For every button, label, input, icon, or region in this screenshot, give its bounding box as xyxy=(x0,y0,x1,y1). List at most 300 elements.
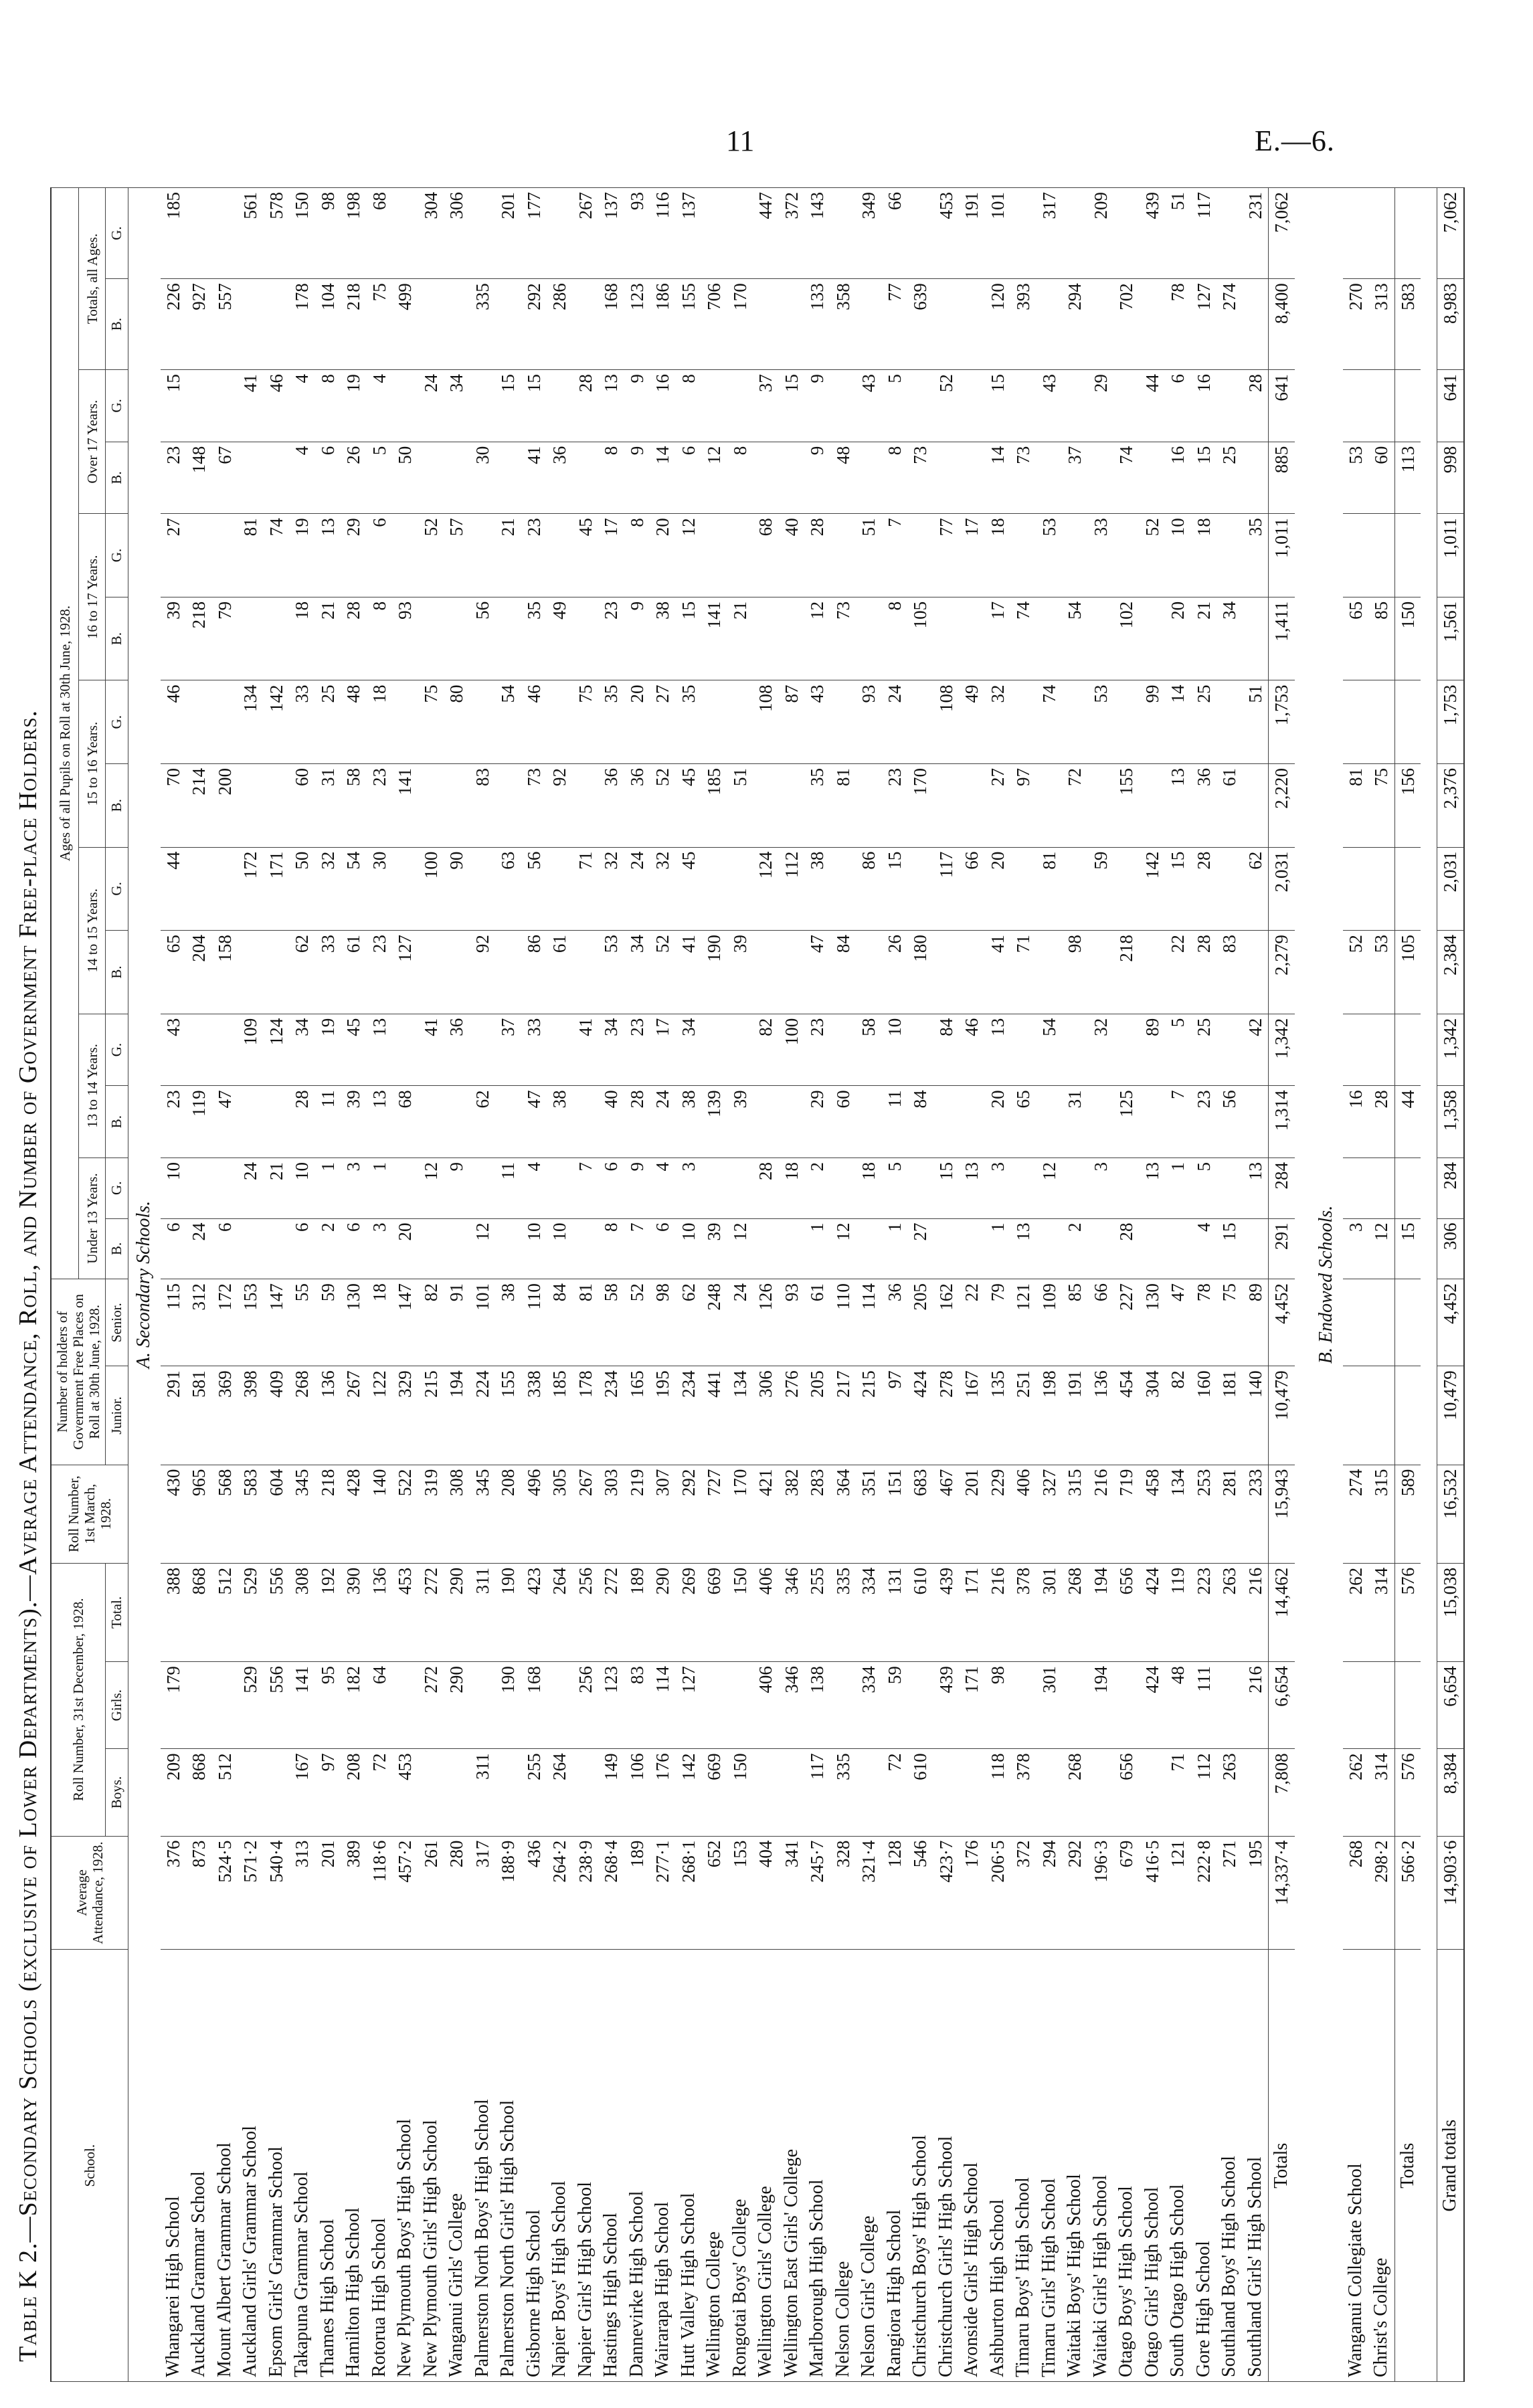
value-cell: 160 xyxy=(1191,1366,1217,1465)
value-cell: 24 xyxy=(727,1279,753,1366)
value-cell: 22 xyxy=(1165,931,1191,1014)
value-cell: 66 xyxy=(959,847,985,931)
value-cell xyxy=(547,188,573,279)
value-cell: 2,279 xyxy=(1269,931,1295,1014)
value-cell: 155 xyxy=(495,1366,521,1465)
table-row xyxy=(212,188,238,2382)
value-cell: 150 xyxy=(727,1563,753,1661)
value-cell: 885 xyxy=(1269,442,1295,514)
value-cell xyxy=(547,370,573,442)
value-cell: 65 xyxy=(1010,1086,1036,1158)
value-cell xyxy=(1165,1218,1191,1279)
value-cell: 372 xyxy=(779,188,805,279)
value-cell: 117 xyxy=(804,1749,830,1836)
value-cell: 35 xyxy=(676,680,702,764)
value-cell: 10 xyxy=(547,1218,573,1279)
value-cell xyxy=(907,370,933,442)
value-cell: 7,062 xyxy=(1437,188,1464,279)
value-cell xyxy=(495,1749,521,1836)
value-cell: 51 xyxy=(1165,188,1191,279)
section-heading: A. Secondary Schools. xyxy=(128,188,161,2382)
value-cell xyxy=(238,1086,264,1158)
value-cell xyxy=(418,1086,444,1158)
value-cell: 27 xyxy=(985,764,1011,848)
value-cell: 8,384 xyxy=(1437,1749,1464,1836)
value-cell xyxy=(573,597,599,680)
value-cell: 561 xyxy=(238,188,264,279)
table-row xyxy=(753,188,779,2382)
value-cell: 345 xyxy=(470,1465,496,1563)
value-cell xyxy=(573,1218,599,1279)
value-cell: 334 xyxy=(856,1662,882,1749)
value-cell: 13 xyxy=(367,1086,393,1158)
value-cell: 43 xyxy=(1036,370,1063,442)
value-cell xyxy=(1343,1366,1369,1465)
value-cell xyxy=(779,442,805,514)
value-cell: 529 xyxy=(238,1563,264,1661)
value-cell: 583 xyxy=(1394,279,1421,370)
value-cell: 349 xyxy=(856,188,882,279)
value-cell: 71 xyxy=(573,847,599,931)
value-cell xyxy=(547,514,573,597)
value-cell: 19 xyxy=(289,514,315,597)
school-name-cell: New Plymouth Boys' High School xyxy=(392,1950,418,2382)
value-cell xyxy=(1113,847,1140,931)
value-cell: 73 xyxy=(907,442,933,514)
value-cell: 53 xyxy=(1088,680,1114,764)
table-header xyxy=(51,188,128,2382)
value-cell xyxy=(701,514,727,597)
value-cell: 43 xyxy=(161,1014,187,1086)
value-cell xyxy=(495,442,521,514)
value-cell: 86 xyxy=(521,931,547,1014)
value-cell: 28 xyxy=(1191,847,1217,931)
value-cell: 15 xyxy=(495,370,521,442)
value-cell xyxy=(470,514,496,597)
value-cell: 33 xyxy=(521,1014,547,1086)
school-name-cell: Christchurch Girls' High School xyxy=(933,1950,960,2382)
value-cell xyxy=(470,1014,496,1086)
value-cell: 41 xyxy=(676,931,702,1014)
value-cell xyxy=(573,931,599,1014)
table-row xyxy=(1343,188,1369,2382)
value-cell xyxy=(1062,370,1088,442)
value-cell: 38 xyxy=(495,1279,521,1366)
value-cell: 168 xyxy=(598,279,624,370)
school-name-cell: Southland Boys' High School xyxy=(1216,1950,1243,2382)
value-cell: 345 xyxy=(289,1465,315,1563)
value-cell: 38 xyxy=(650,597,676,680)
value-cell xyxy=(495,764,521,848)
value-cell: 19 xyxy=(315,1014,341,1086)
value-cell: 12 xyxy=(676,514,702,597)
value-cell: 81 xyxy=(238,514,264,597)
value-cell: 141 xyxy=(289,1662,315,1749)
value-cell: 109 xyxy=(238,1014,264,1086)
value-cell: 73 xyxy=(1010,442,1036,514)
value-cell: 294 xyxy=(1036,1836,1063,1950)
spacer-row xyxy=(1421,188,1437,2382)
value-cell: 142 xyxy=(676,1749,702,1836)
value-cell xyxy=(753,597,779,680)
value-cell: 8 xyxy=(624,514,650,597)
value-cell: 264 xyxy=(547,1563,573,1661)
value-cell: 82 xyxy=(1165,1366,1191,1465)
roll-dec-header: Roll Number, 31st December, 1928. xyxy=(51,1563,106,1836)
value-cell: 496 xyxy=(521,1465,547,1563)
boys-header: Boys. xyxy=(106,1749,128,1836)
value-cell: 89 xyxy=(1243,1279,1269,1366)
value-cell: 3 xyxy=(676,1157,702,1218)
avg-attendance-header: Average Attendance, 1928. xyxy=(51,1836,128,1950)
value-cell: 328 xyxy=(830,1836,856,1950)
value-cell: 5 xyxy=(1165,1014,1191,1086)
value-cell: 149 xyxy=(598,1749,624,1836)
value-cell: 223 xyxy=(1191,1563,1217,1661)
value-cell xyxy=(1036,597,1063,680)
value-cell: 58 xyxy=(598,1279,624,1366)
value-cell: 2,220 xyxy=(1269,764,1295,848)
value-cell: 298·2 xyxy=(1368,1836,1394,1950)
value-cell xyxy=(1062,1157,1088,1218)
value-cell: 147 xyxy=(392,1279,418,1366)
value-cell xyxy=(727,1157,753,1218)
value-cell: 529 xyxy=(238,1662,264,1749)
value-cell xyxy=(470,680,496,764)
school-name-cell: Rangiora High School xyxy=(882,1950,908,2382)
value-cell: 218 xyxy=(341,279,367,370)
value-cell: 4 xyxy=(521,1157,547,1218)
value-cell xyxy=(1113,370,1140,442)
value-cell: 139 xyxy=(701,1086,727,1158)
value-cell: 12 xyxy=(470,1218,496,1279)
value-cell: 34 xyxy=(1216,597,1243,680)
value-cell xyxy=(495,1218,521,1279)
spacer-cell xyxy=(1421,188,1437,2382)
value-cell: 29 xyxy=(341,514,367,597)
value-cell: 4,452 xyxy=(1269,1279,1295,1366)
value-cell xyxy=(1036,931,1063,1014)
value-cell: 81 xyxy=(1343,764,1369,848)
value-cell: 610 xyxy=(907,1563,933,1661)
value-cell xyxy=(933,1218,960,1279)
value-cell xyxy=(856,442,882,514)
value-cell: 150 xyxy=(1394,597,1421,680)
value-cell xyxy=(1113,188,1140,279)
value-cell: 128 xyxy=(882,1836,908,1950)
school-name-cell: Epsom Girls' Grammar School xyxy=(264,1950,290,2382)
value-cell: 56 xyxy=(1216,1086,1243,1158)
value-cell: 453 xyxy=(392,1563,418,1661)
value-cell: 198 xyxy=(341,188,367,279)
school-name-cell: Hamilton High School xyxy=(341,1950,367,2382)
value-cell: 284 xyxy=(1437,1157,1464,1218)
value-cell xyxy=(392,188,418,279)
value-cell: 372 xyxy=(1010,1836,1036,1950)
value-cell xyxy=(1243,1218,1269,1279)
value-cell: 136 xyxy=(315,1366,341,1465)
value-cell: 56 xyxy=(470,597,496,680)
value-cell: 262 xyxy=(1343,1563,1369,1661)
value-cell: 52 xyxy=(933,370,960,442)
value-cell: 23 xyxy=(367,764,393,848)
value-cell: 23 xyxy=(598,597,624,680)
value-cell: 25 xyxy=(1191,680,1217,764)
value-cell: 1,342 xyxy=(1437,1014,1464,1086)
value-cell: 171 xyxy=(264,847,290,931)
value-cell: 121 xyxy=(1010,1279,1036,1366)
value-cell: 610 xyxy=(907,1749,933,1836)
value-cell: 1 xyxy=(315,1157,341,1218)
value-cell xyxy=(186,1662,212,1749)
value-cell: 315 xyxy=(1368,1465,1394,1563)
value-cell: 52 xyxy=(1140,514,1166,597)
table-row xyxy=(959,188,985,2382)
value-cell: 335 xyxy=(470,279,496,370)
value-cell: 36 xyxy=(1191,764,1217,848)
value-cell: 27 xyxy=(161,514,187,597)
value-cell: 131 xyxy=(882,1563,908,1661)
school-header: School. xyxy=(51,1950,128,2382)
value-cell: 177 xyxy=(521,188,547,279)
value-cell xyxy=(1036,279,1063,370)
value-cell: 108 xyxy=(933,680,960,764)
value-cell xyxy=(959,764,985,848)
value-cell xyxy=(933,931,960,1014)
value-cell: 56 xyxy=(521,847,547,931)
roll-march-header: Roll Number, 1st March, 1928. xyxy=(51,1465,128,1563)
value-cell: 23 xyxy=(882,764,908,848)
value-cell xyxy=(1243,1086,1269,1158)
value-cell xyxy=(1216,514,1243,597)
value-cell: 264·2 xyxy=(547,1836,573,1950)
value-cell: 26 xyxy=(341,442,367,514)
age-over-17-header: Over 17 Years. xyxy=(78,370,106,514)
value-cell: 1 xyxy=(1165,1157,1191,1218)
value-cell: 52 xyxy=(650,764,676,848)
value-cell xyxy=(1036,1086,1063,1158)
value-cell: 142 xyxy=(264,680,290,764)
value-cell xyxy=(1216,1157,1243,1218)
value-cell: 6 xyxy=(315,442,341,514)
value-cell: 91 xyxy=(444,1279,470,1366)
value-cell: 38 xyxy=(804,847,830,931)
value-cell: 45 xyxy=(341,1014,367,1086)
value-cell: 378 xyxy=(1010,1749,1036,1836)
value-cell: 201 xyxy=(495,188,521,279)
value-cell: 341 xyxy=(779,1836,805,1950)
value-cell xyxy=(701,680,727,764)
table-row xyxy=(367,188,393,2382)
value-cell: 82 xyxy=(753,1014,779,1086)
school-name-cell: Gisborne High School xyxy=(521,1950,547,2382)
value-cell: 2,376 xyxy=(1437,764,1464,848)
value-cell: 82 xyxy=(418,1279,444,1366)
value-cell: 312 xyxy=(186,1279,212,1366)
value-cell xyxy=(573,1086,599,1158)
table-row xyxy=(907,188,933,2382)
value-cell: 66 xyxy=(882,188,908,279)
value-cell: 141 xyxy=(392,764,418,848)
value-cell: 25 xyxy=(315,680,341,764)
value-cell: 168 xyxy=(521,1662,547,1749)
value-cell: 93 xyxy=(779,1279,805,1366)
value-cell: 13 xyxy=(598,370,624,442)
value-cell xyxy=(1010,847,1036,931)
value-cell xyxy=(212,680,238,764)
value-cell: 3 xyxy=(341,1157,367,1218)
value-cell xyxy=(264,597,290,680)
age-16-17-header: 16 to 17 Years. xyxy=(78,514,106,680)
value-cell: 268 xyxy=(289,1366,315,1465)
value-cell xyxy=(1394,1014,1421,1086)
value-cell: 54 xyxy=(1062,597,1088,680)
value-cell: 388 xyxy=(161,1563,187,1661)
value-cell: 95 xyxy=(315,1662,341,1749)
value-cell xyxy=(856,1218,882,1279)
value-cell: 303 xyxy=(598,1465,624,1563)
value-cell: 216 xyxy=(985,1563,1011,1661)
value-cell: 256 xyxy=(573,1662,599,1749)
value-cell: 28 xyxy=(1113,1218,1140,1279)
value-cell: 9 xyxy=(624,1157,650,1218)
b-header: B. xyxy=(106,279,128,370)
value-cell: 32 xyxy=(1088,1014,1114,1086)
value-cell: 14,462 xyxy=(1269,1563,1295,1661)
value-cell: 189 xyxy=(624,1563,650,1661)
school-name-cell: Palmerston North Boys' High School xyxy=(470,1950,496,2382)
value-cell: 28 xyxy=(1191,931,1217,1014)
value-cell xyxy=(701,188,727,279)
value-cell: 15,943 xyxy=(1269,1465,1295,1563)
table-row xyxy=(985,188,1011,2382)
value-cell: 24 xyxy=(882,680,908,764)
value-cell xyxy=(392,847,418,931)
section-heading-row xyxy=(1311,188,1343,2382)
value-cell: 18 xyxy=(779,1157,805,1218)
value-cell xyxy=(212,188,238,279)
value-cell: 291 xyxy=(161,1366,187,1465)
age-totals-header: Totals, all Ages. xyxy=(78,188,106,370)
value-cell: 81 xyxy=(573,1279,599,1366)
value-cell: 119 xyxy=(186,1086,212,1158)
value-cell: 291 xyxy=(1269,1218,1295,1279)
value-cell: 116 xyxy=(650,188,676,279)
value-cell xyxy=(1140,1218,1166,1279)
value-cell: 11 xyxy=(495,1157,521,1218)
value-cell: 3 xyxy=(985,1157,1011,1218)
value-cell: 727 xyxy=(701,1465,727,1563)
total-header: Total. xyxy=(106,1563,128,1661)
value-cell: 47 xyxy=(804,931,830,1014)
value-cell xyxy=(959,1749,985,1836)
value-cell: 7 xyxy=(882,514,908,597)
value-cell: 390 xyxy=(341,1563,367,1661)
value-cell: 263 xyxy=(1216,1563,1243,1661)
value-cell xyxy=(470,1157,496,1218)
value-cell: 98 xyxy=(315,188,341,279)
school-name-cell: Wanganui Girls' College xyxy=(444,1950,470,2382)
value-cell: 74 xyxy=(264,514,290,597)
value-cell: 191 xyxy=(959,188,985,279)
school-name-cell: Rongotai Boys' College xyxy=(727,1950,753,2382)
value-cell xyxy=(727,680,753,764)
value-cell: 75 xyxy=(573,680,599,764)
value-cell xyxy=(392,370,418,442)
value-cell xyxy=(1088,1749,1114,1836)
value-cell xyxy=(830,680,856,764)
value-cell: 106 xyxy=(624,1749,650,1836)
value-cell: 578 xyxy=(264,188,290,279)
value-cell xyxy=(1088,1086,1114,1158)
value-cell xyxy=(212,1014,238,1086)
value-cell: 18 xyxy=(1191,514,1217,597)
value-cell xyxy=(444,279,470,370)
value-cell: 79 xyxy=(212,597,238,680)
value-cell: 62 xyxy=(1243,847,1269,931)
value-cell: 190 xyxy=(495,1662,521,1749)
value-cell: 8 xyxy=(882,597,908,680)
value-cell xyxy=(418,1749,444,1836)
school-name-cell: Thames High School xyxy=(315,1950,341,2382)
value-cell xyxy=(495,597,521,680)
value-cell: 1 xyxy=(367,1157,393,1218)
value-cell xyxy=(830,1014,856,1086)
value-cell: 33 xyxy=(289,680,315,764)
value-cell: 306 xyxy=(444,188,470,279)
value-cell: 79 xyxy=(985,1279,1011,1366)
value-cell xyxy=(1010,1014,1036,1086)
value-cell: 73 xyxy=(521,764,547,848)
value-cell: 127 xyxy=(676,1662,702,1749)
value-cell: 118 xyxy=(985,1749,1011,1836)
value-cell: 126 xyxy=(753,1279,779,1366)
value-cell xyxy=(1368,1662,1394,1749)
value-cell: 283 xyxy=(804,1465,830,1563)
value-cell: 23 xyxy=(1191,1086,1217,1158)
value-cell: 16 xyxy=(650,370,676,442)
value-cell: 512 xyxy=(212,1749,238,1836)
value-cell: 52 xyxy=(650,931,676,1014)
value-cell xyxy=(959,442,985,514)
value-cell: 54 xyxy=(1036,1014,1063,1086)
value-cell: 3 xyxy=(1088,1157,1114,1218)
value-cell: 6 xyxy=(289,1218,315,1279)
b-header: B. xyxy=(106,931,128,1014)
value-cell: 41 xyxy=(238,370,264,442)
value-cell: 34 xyxy=(289,1014,315,1086)
value-cell: 19 xyxy=(341,370,367,442)
value-cell: 62 xyxy=(289,931,315,1014)
value-cell xyxy=(1140,279,1166,370)
value-cell xyxy=(1113,1157,1140,1218)
value-cell: 176 xyxy=(650,1749,676,1836)
value-cell xyxy=(186,1157,212,1218)
value-cell: 124 xyxy=(264,1014,290,1086)
value-cell: 524·5 xyxy=(212,1836,238,1950)
value-cell: 251 xyxy=(1010,1366,1036,1465)
value-cell: 190 xyxy=(701,931,727,1014)
value-cell xyxy=(727,847,753,931)
value-cell: 453 xyxy=(392,1749,418,1836)
value-cell: 127 xyxy=(392,931,418,1014)
value-cell: 85 xyxy=(1368,597,1394,680)
value-cell: 80 xyxy=(444,680,470,764)
value-cell: 140 xyxy=(367,1465,393,1563)
value-cell: 4 xyxy=(367,370,393,442)
value-cell: 118·6 xyxy=(367,1836,393,1950)
value-cell: 12 xyxy=(1368,1218,1394,1279)
